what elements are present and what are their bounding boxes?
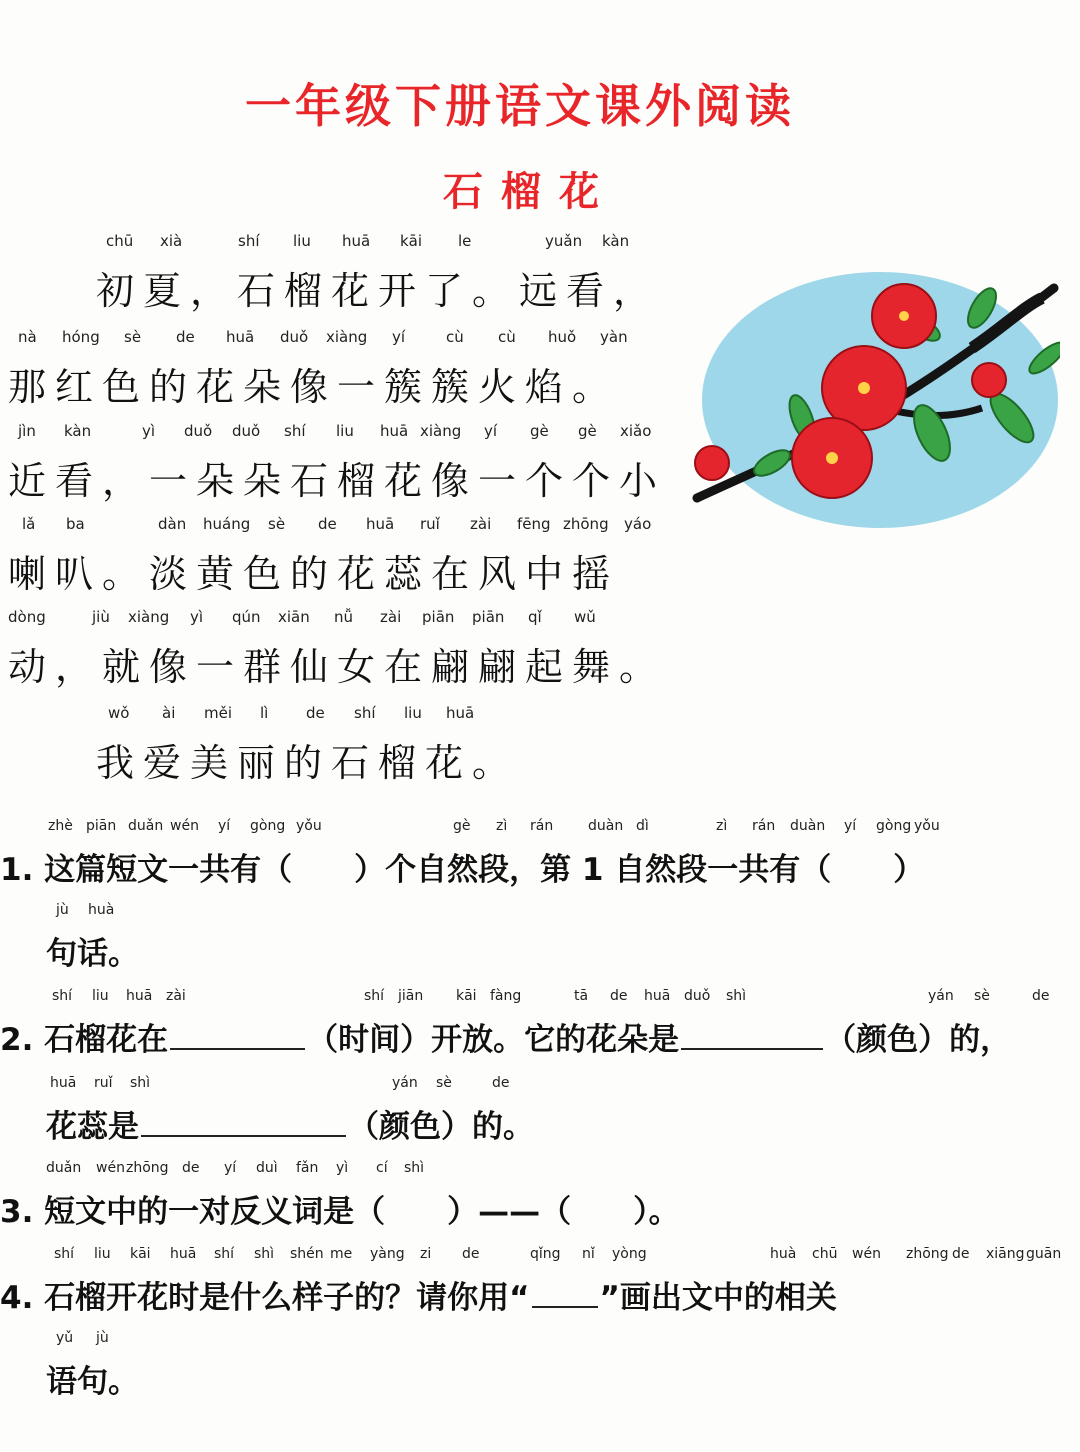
pinyin: yì [190,608,204,626]
pinyin: fēng [517,515,551,533]
pinyin: shí [354,704,376,722]
passage-text: 喇叭。淡黄色的花蕊在风中摇 [8,552,620,596]
pinyin: zài [470,515,492,533]
pinyin: huā [446,704,475,722]
pinyin: piān [472,608,505,626]
question-segment: 语句。 [46,1364,139,1400]
passage-line [0,608,680,698]
pinyin: de [492,1075,510,1091]
question-line [0,988,1080,1068]
question-continuation [0,902,1080,982]
pinyin: chū [812,1246,838,1262]
question-text [0,844,924,889]
pinyin: yáo [624,515,652,533]
pinyin: piān [86,818,117,834]
pinyin: xiān [278,608,310,626]
pinyin: wén [852,1246,881,1262]
question-text [46,1101,534,1146]
pinyin: cù [446,328,464,346]
pinyin: huǒ [548,328,577,346]
pinyin: yǒu [296,818,322,834]
pinyin: dòng [8,608,46,626]
pinyin: jìn [18,422,36,440]
answer-blank[interactable] [141,1133,346,1137]
pinyin: de [462,1246,480,1262]
passage-text: 我爱美丽的石榴花。 [96,741,520,785]
pinyin: huā [380,422,409,440]
question-segment: ）。 [633,1194,680,1230]
question-segment: ）个自然段，第 1 自然段一共有（ [354,852,894,888]
pinyin: yí [392,328,406,346]
pinyin: wǒ [108,704,130,722]
pinyin: rán [530,818,554,834]
pinyin: yí [218,818,231,834]
pinyin: me [330,1246,353,1262]
pinyin: duǎn [46,1160,82,1176]
pinyin: měi [204,704,233,722]
pinyin: sè [974,988,990,1004]
pinyin: kàn [64,422,92,440]
pinyin: ba [66,515,85,533]
pinyin: duì [256,1160,278,1176]
pinyin: yòng [612,1246,647,1262]
pinyin: yàn [600,328,628,346]
pinyin: kàn [602,232,630,250]
pinyin: xiāng [986,1246,1025,1262]
question-text [46,1356,139,1401]
pinyin: duǒ [280,328,309,346]
pinyin: qǐ [528,608,542,626]
pinyin: jiān [398,988,424,1004]
pinyin: qún [232,608,261,626]
pinyin: chū [106,232,134,250]
pinyin: duǒ [184,422,213,440]
pinyin: jù [56,902,69,918]
pinyin: zhōng [906,1246,949,1262]
question-segment: （颜色）的， [825,1022,1012,1058]
pinyin: rán [752,818,776,834]
pinyin: liu [336,422,354,440]
pinyin: sè [124,328,142,346]
pinyin: liu [404,704,422,722]
pinyin: jù [96,1330,109,1346]
question-number: 3. [0,1194,45,1230]
pinyin: de [952,1246,970,1262]
question-segment: 石榴花在 [44,1022,169,1058]
question-segment: 石榴开花时是什么样子的？请你用“ [44,1280,530,1316]
pinyin: shí [52,988,73,1004]
pinyin: liu [94,1246,111,1262]
pinyin: shì [726,988,747,1004]
passage-line [0,422,680,512]
passage-line [0,515,680,605]
pinyin: sè [436,1075,452,1091]
pinyin: gòng [876,818,912,834]
pinyin: yí [484,422,498,440]
question-segment: 这篇短文一共有（ [44,852,355,888]
pinyin: lì [260,704,269,722]
pinyin: jiù [92,608,110,626]
question-continuation [0,1075,1080,1155]
passage-text: 动，就像一群仙女在翩翩起舞。 [8,645,667,689]
pinyin: wén [96,1160,125,1176]
pinyin: lǎ [22,515,36,533]
question-line [0,1246,1080,1326]
page-title: 一年级下册语文课外阅读 [245,79,795,133]
pinyin: huā [342,232,371,250]
pinyin: de [182,1160,200,1176]
pinyin: yí [844,818,857,834]
pinyin: huā [366,515,395,533]
pinyin: yǒu [914,818,940,834]
pinyin: shì [254,1246,275,1262]
pinyin: yì [336,1160,349,1176]
answer-blank[interactable] [681,1046,823,1050]
pinyin: yán [928,988,954,1004]
passage-text: 近看，一朵朵石榴花像一个个小 [8,459,667,503]
pinyin: gòng [250,818,286,834]
pinyin: huā [50,1075,77,1091]
pinyin: yán [392,1075,418,1091]
pinyin: de [306,704,325,722]
pinyin: zì [716,818,728,834]
pinyin: xiàng [326,328,368,346]
pinyin: nǐ [582,1246,595,1262]
article-title: 石榴花 [443,168,617,215]
pinyin: zhōng [563,515,609,533]
pinyin: dàn [158,515,187,533]
passage-line [0,232,680,322]
question-number: 2. [0,1022,45,1058]
question-continuation [0,1330,1080,1410]
pinyin: liu [92,988,109,1004]
answer-blank[interactable] [532,1304,598,1308]
pinyin: fàng [490,988,522,1004]
pinyin: yí [224,1160,237,1176]
pinyin: zài [166,988,186,1004]
pinyin: ài [162,704,176,722]
pinyin: shì [404,1160,425,1176]
pinyin: dì [636,818,649,834]
pinyin: huā [170,1246,197,1262]
pinyin: yuǎn [545,232,583,250]
passage-text: 初夏，石榴花开了。远看， [96,269,661,313]
pinyin: de [318,515,337,533]
pinyin: nǚ [334,608,354,626]
question-segment: 句话。 [46,936,139,972]
pinyin: de [610,988,628,1004]
pinyin: zhè [48,818,73,834]
pinyin: hóng [62,328,100,346]
passage-line [0,328,680,418]
pinyin: yǔ [56,1330,74,1346]
pinyin: shí [284,422,306,440]
pinyin: piān [422,608,455,626]
question-segment: （颜色）的。 [348,1109,534,1145]
pinyin: shí [214,1246,235,1262]
pinyin: shí [238,232,260,250]
pinyin: guān [1026,1246,1062,1262]
pinyin: duàn [790,818,826,834]
question-line [0,818,1080,898]
pinyin: de [176,328,195,346]
pinyin: wén [170,818,199,834]
pinyin: xià [160,232,183,250]
pinyin: gè [578,422,597,440]
question-number: 4. [0,1280,45,1316]
question-number: 1. [0,852,45,888]
pinyin: huā [644,988,671,1004]
pinyin: shì [130,1075,151,1091]
pinyin: ruǐ [420,515,440,533]
pinyin: de [1032,988,1050,1004]
pinyin: wǔ [574,608,596,626]
pomegranate-flower-illustration [682,268,1060,533]
question-segment: 花蕊是 [46,1109,139,1145]
pinyin: duàn [588,818,624,834]
pinyin: huáng [203,515,251,533]
pinyin: gè [530,422,549,440]
pinyin: xiàng [128,608,170,626]
pinyin: duǒ [684,988,711,1004]
pinyin: nà [18,328,37,346]
pinyin: duǎn [128,818,164,834]
pinyin: kāi [456,988,477,1004]
question-segment: （时间）开放。它的花朵是 [307,1022,680,1058]
pinyin: shí [364,988,385,1004]
question-text [0,1014,1011,1059]
pinyin: huā [226,328,255,346]
pinyin: liu [293,232,311,250]
pinyin: fǎn [296,1160,319,1176]
pinyin: sè [268,515,286,533]
pinyin: duǒ [232,422,261,440]
question-text [0,1186,680,1231]
pinyin: zài [380,608,402,626]
pinyin: yì [142,422,156,440]
passage-line [0,704,680,794]
question-segment: ） [893,852,925,888]
pinyin: cí [376,1160,388,1176]
pinyin: cù [498,328,516,346]
question-text [46,928,139,973]
pinyin: ruǐ [94,1075,113,1091]
pinyin: qǐng [530,1246,561,1262]
question-segment: ）——（ [447,1194,634,1230]
pinyin: huā [126,988,153,1004]
pinyin: gè [453,818,471,834]
question-segment: ”画出文中的相关 [599,1280,837,1316]
question-segment: 短文中的一对反义词是（ [44,1194,448,1230]
pinyin: kāi [130,1246,151,1262]
pinyin: zì [496,818,508,834]
passage-text: 那红色的花朵像一簇簇火焰。 [8,365,620,409]
pinyin: xiǎo [620,422,652,440]
pinyin: le [458,232,472,250]
pinyin: kāi [400,232,423,250]
pinyin: tā [574,988,589,1004]
pinyin: yàng [370,1246,405,1262]
pinyin: shén [290,1246,324,1262]
question-text [0,1272,837,1317]
pinyin: shí [54,1246,75,1262]
pinyin: zi [420,1246,432,1262]
pinyin: huà [770,1246,797,1262]
question-line [0,1160,1080,1240]
pinyin: zhōng [126,1160,169,1176]
answer-blank[interactable] [170,1046,305,1050]
pinyin: xiàng [420,422,462,440]
pinyin: huà [88,902,115,918]
